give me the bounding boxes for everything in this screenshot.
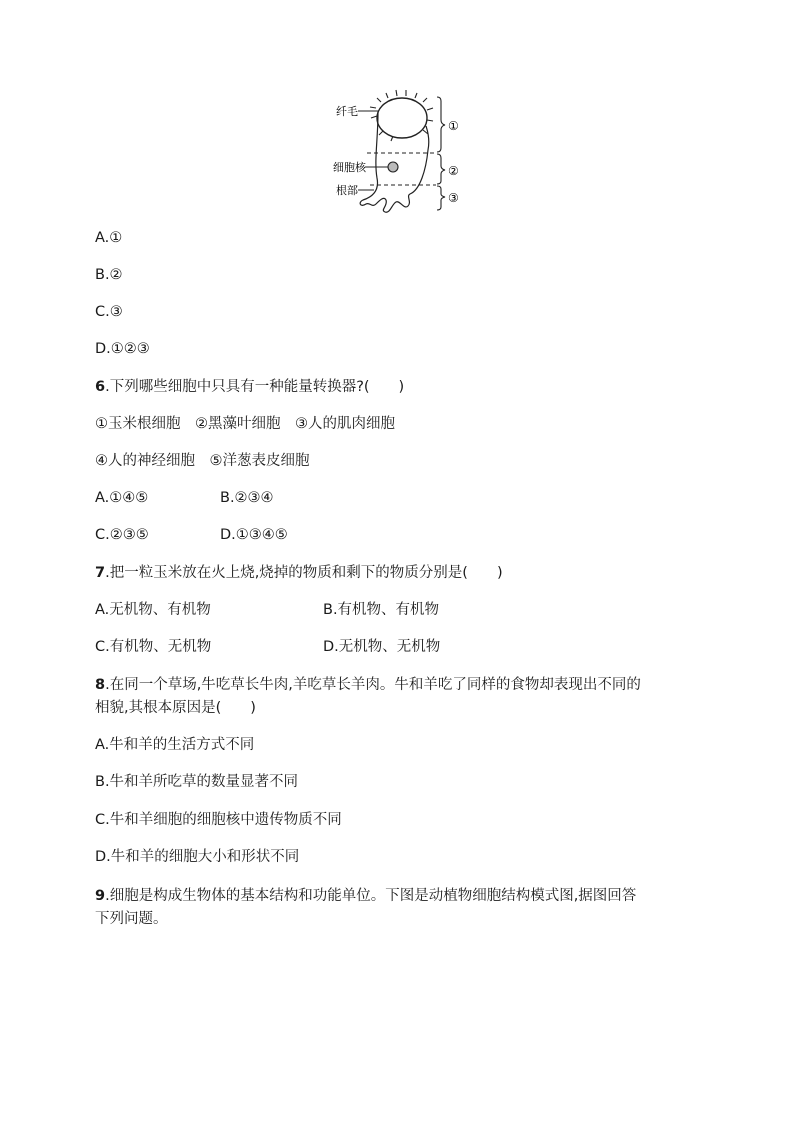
q7-text: .把一粒玉米放在火上烧,烧掉的物质和剩下的物质分别是( ) xyxy=(105,565,503,581)
marker-2: ② xyxy=(448,164,459,178)
q9-text-1: .细胞是构成生物体的基本结构和功能单位。下图是动植物细胞结构模式图,据图回答 xyxy=(105,888,637,904)
q8-text-1: .在同一个草场,牛吃草长牛肉,羊吃草长羊肉。牛和羊吃了同样的食物却表现出不同的 xyxy=(105,677,641,693)
q6-option-b: B.②③④ xyxy=(220,490,274,506)
q7-option-c: C.有机物、无机物 xyxy=(95,639,212,655)
q5-option-d: D.①②③ xyxy=(95,341,150,357)
q7-option-d: D.无机物、无机物 xyxy=(323,639,441,655)
q7-number: 7 xyxy=(95,565,106,581)
q6-option-c: C.②③⑤ xyxy=(95,527,149,543)
q6-items-1: ①玉米根细胞 ②黑藻叶细胞 ③人的肌肉细胞 xyxy=(95,416,395,432)
q5-option-c: C.③ xyxy=(95,304,123,320)
label-cilia: 纤毛 xyxy=(336,105,358,118)
nucleus-shape xyxy=(388,162,398,172)
marker-3: ③ xyxy=(448,191,459,205)
q5-option-a: A.① xyxy=(95,230,123,246)
q6-number: 6 xyxy=(95,379,106,395)
q9-stem-line2: 下列问题。 xyxy=(95,911,168,927)
q9-stem-line1 xyxy=(95,886,636,906)
q7-option-a: A.无机物、有机物 xyxy=(95,602,211,618)
cell-diagram xyxy=(0,0,794,230)
q8-number: 8 xyxy=(95,677,106,693)
q8-option-b: B.牛和羊所吃草的数量显著不同 xyxy=(95,774,299,790)
q5-option-b: B.② xyxy=(95,267,123,283)
q8-option-d: D.牛和羊的细胞大小和形状不同 xyxy=(95,849,300,865)
q6-option-a: A.①④⑤ xyxy=(95,490,149,506)
q8-option-a: A.牛和羊的生活方式不同 xyxy=(95,737,255,753)
q6-stem xyxy=(95,377,404,397)
label-nucleus: 细胞核 xyxy=(333,161,366,174)
cell-oval xyxy=(377,98,427,138)
q8-stem-line2: 相貌,其根本原因是( ) xyxy=(95,700,256,716)
q8-option-c: C.牛和羊细胞的细胞核中遗传物质不同 xyxy=(95,812,342,828)
q9-number: 9 xyxy=(95,888,106,904)
label-root: 根部 xyxy=(336,184,358,197)
q8-stem-line1 xyxy=(95,675,641,695)
q7-stem xyxy=(95,563,503,583)
q7-option-b: B.有机物、有机物 xyxy=(323,602,440,618)
q6-items-2: ④人的神经细胞 ⑤洋葱表皮细胞 xyxy=(95,453,310,469)
q6-option-d: D.①③④⑤ xyxy=(220,527,288,543)
q6-text: .下列哪些细胞中只具有一种能量转换器?( ) xyxy=(105,379,405,395)
marker-1: ① xyxy=(448,119,459,133)
